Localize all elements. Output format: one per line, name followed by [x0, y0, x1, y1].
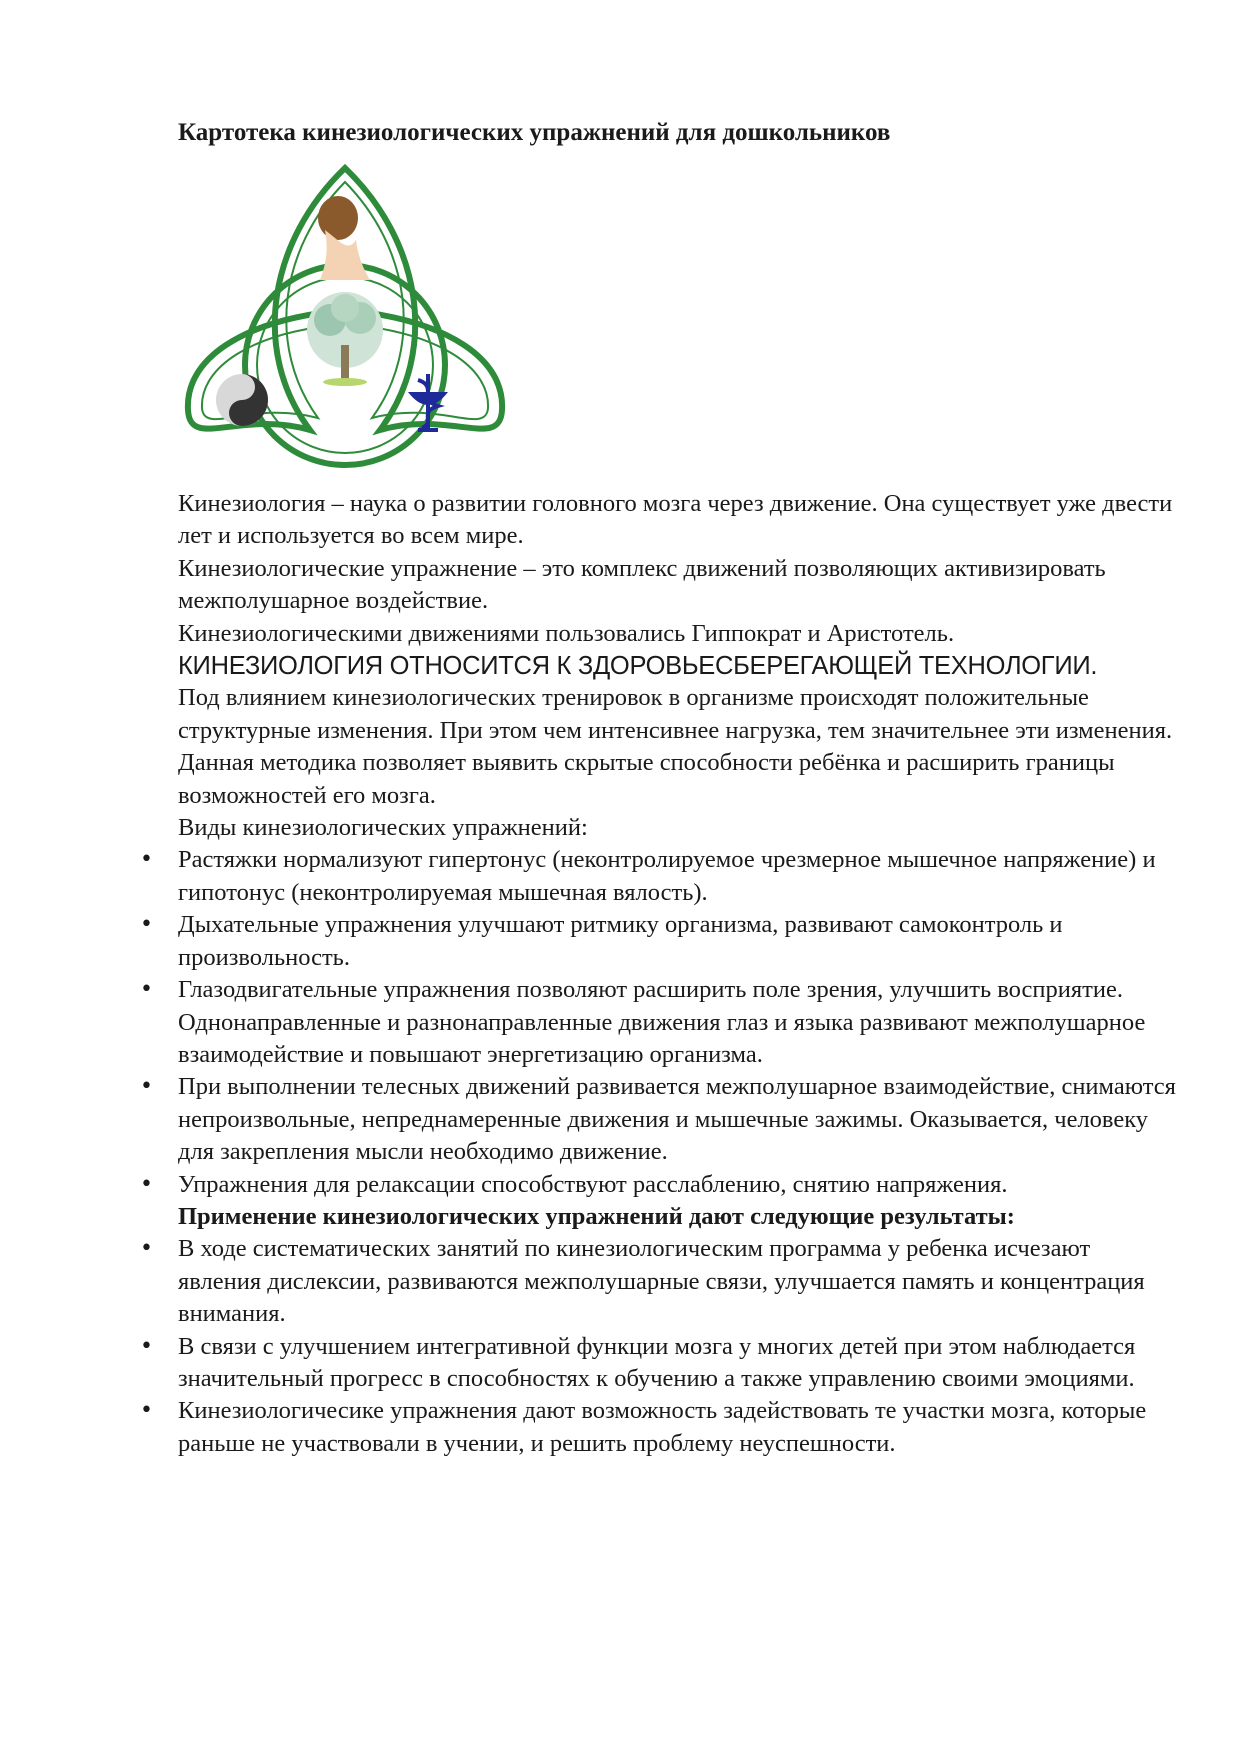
types-heading: Виды кинезиологических упражнений:	[178, 814, 588, 842]
list-item: • Упражнения для релаксации способствуют расслаблению, снятию напряжения.	[178, 1169, 1178, 1201]
caps-statement: КИНЕЗИОЛОГИЯ ОТНОСИТСЯ К ЗДОРОВЬЕСБЕРЕГАЮЩЕЙ ТЕХНОЛОГИИ.	[178, 652, 1098, 681]
intro-paragraph-2: Кинезиологические упражнение – это комплекс движений позволяющих активизировать межполушарное воздействие.	[178, 554, 1106, 615]
intro-paragraph-1: Кинезиология – наука о развитии головного мозга через движение. Она существует уже двести лет и используется во всем мире.	[178, 490, 1173, 550]
influence-paragraph: Под влиянием кинезиологических тренировок в организме происходят положительные структурные изменения. При этом чем интенсивнее нагрузка, тем значительнее эти изменения. Данная методика позволяет выявить скрытые способности ребёнка и расширить границы возможностей его мозга.	[178, 684, 1173, 809]
page-title: Картотека кинезиологических упражнений для дошкольников	[178, 119, 891, 146]
list-item: • В связи с улучшением интегративной функции мозга у многих детей при этом наблюдается значительный прогресс в способностях к обучению а также управлению своими эмоциями.	[178, 1331, 1178, 1396]
document-body	[178, 488, 1178, 1460]
list-item: • При выполнении телесных движений развивается межполушарное взаимодействие, снимаются непроизвольные, непреднамеренные движения и мышечные зажимы. Оказывается, человеку для закрепления мысли необходимо движение.	[178, 1071, 1178, 1168]
list-item: • Растяжки нормализуют гипертонус (неконтролируемое чрезмерное мышечное напряжение) и гипотонус (неконтролируемая мышечная вялость).	[178, 844, 1178, 909]
results-list	[178, 1233, 1178, 1460]
list-item: • В ходе систематических занятий по кинезиологическим программа у ребенка исчезают явления дислексии, развиваются межполушарные связи, улучшается память и концентрация внимания.	[178, 1233, 1178, 1330]
yin-yang-icon	[216, 374, 268, 426]
tree-icon	[307, 292, 383, 386]
list-item: • Дыхательные упражнения улучшают ритмику организма, развивают самоконтроль и произвольность.	[178, 909, 1178, 974]
list-item: • Кинезиологичесике упражнения дают возможность задействовать те участки мозга, которые раньше не участвовали в учении, и решить проблему неуспешности.	[178, 1395, 1178, 1460]
triquetra-logo	[180, 160, 510, 470]
head-icon	[318, 196, 370, 280]
list-item: • Глазодвигательные упражнения позволяют расширить поле зрения, улучшить восприятие. Однонаправленные и разнонаправленные движения глаз и языка развивают межполушарное взаимодействие и повышают энергетизацию организма.	[178, 974, 1178, 1071]
types-list	[178, 844, 1178, 1200]
results-heading: Применение кинезиологических упражнений дают следующие результаты:	[178, 1202, 1015, 1230]
intro-paragraph-3: Кинезиологическими движениями пользовались Гиппократ и Аристотель.	[178, 619, 955, 647]
